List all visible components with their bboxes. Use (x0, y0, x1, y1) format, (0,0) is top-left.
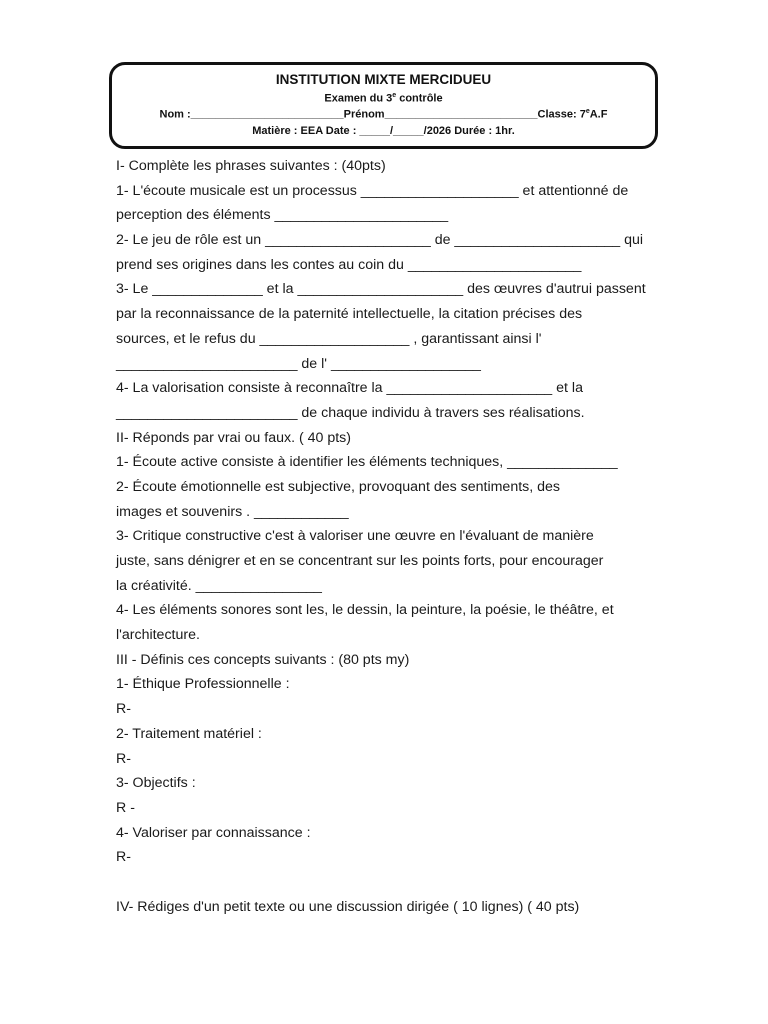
question-line: 3- Le ______________ et la _____________________ des œuvres d'autrui passent (116, 281, 646, 298)
question-line: perception des éléments ______________________ (116, 207, 449, 224)
exam-header-box (109, 62, 658, 149)
question-line: III - Définis ces concepts suivants : (80 pts my) (116, 651, 410, 668)
question-line: 1- Éthique Professionnelle : (116, 676, 290, 693)
question-line: 2- Le jeu de rôle est un _____________________ de _____________________ qui (116, 232, 644, 249)
question-line: juste, sans dénigrer et en se concentrant sur les points forts, pour encourager (116, 553, 604, 569)
question-line: 4- Les éléments sonores sont les, le dessin, la peinture, la poésie, le théâtre, et (116, 602, 614, 619)
institution-title: INSTITUTION MIXTE MERCIDUEU (275, 72, 492, 87)
question-line: 2- Écoute émotionnelle est subjective, provoquant des sentiments, des (116, 478, 561, 495)
question-line: 3- Critique constructive c'est à valoriser une œuvre en l'évaluant de manière (116, 528, 594, 545)
exam-subtitle (112, 92, 655, 105)
exam-subtitle-sup: e (392, 92, 397, 99)
question-line: IV- Rédiges d'un petit texte ou une discussion dirigée ( 10 lignes) ( 40 pts) (116, 898, 580, 915)
subject-date-duration-line: Matière : EEA Date : _____/_____/2026 Durée : 1hr. (252, 125, 515, 137)
student-info-line (112, 108, 655, 121)
question-line (116, 870, 656, 895)
question-line: sources, et le refus du ___________________ , garantissant ainsi l' (116, 330, 542, 347)
student-info-prefix: Nom :_________________________Prénom_________________________Classe: 7 (159, 108, 586, 121)
question-line: _______________________ de l' ___________________ (116, 355, 481, 372)
class-suffix: A.F (589, 108, 608, 121)
question-line: 4- La valorisation consiste à reconnaître la _____________________ et la (116, 380, 583, 397)
exam-subtitle-suffix: contrôle (396, 92, 443, 105)
question-line: 4- Valoriser par connaissance : (116, 824, 311, 841)
question-line: 1- Écoute active consiste à identifier les éléments techniques, ______________ (116, 454, 618, 471)
question-line: R - (116, 799, 135, 816)
question-line: R- (116, 701, 131, 718)
exam-questions (116, 154, 656, 919)
question-line: images et souvenirs . ____________ (116, 503, 349, 520)
question-line: _______________________ de chaque individu à travers ses réalisations. (116, 404, 585, 421)
class-sup: e (585, 108, 590, 115)
question-line: II- Réponds par vrai ou faux. ( 40 pts) (116, 429, 351, 446)
question-line: par la reconnaissance de la paternité intellectuelle, la citation précises des (116, 306, 583, 323)
question-line: R- (116, 849, 131, 866)
question-line: 3- Objectifs : (116, 775, 196, 792)
question-line: l'architecture. (116, 627, 200, 644)
question-line: la créativité. ________________ (116, 577, 322, 594)
question-line: I- Complète les phrases suivantes : (40pts) (116, 158, 386, 174)
question-line: 2- Traitement matériel : (116, 725, 262, 742)
question-line: 1- L'écoute musicale est un processus ____________________ et attentionné de (116, 182, 629, 199)
question-line: R- (116, 750, 131, 767)
exam-subtitle-prefix: Examen du 3 (324, 92, 393, 105)
question-line: prend ses origines dans les contes au coin du ______________________ (116, 256, 582, 273)
